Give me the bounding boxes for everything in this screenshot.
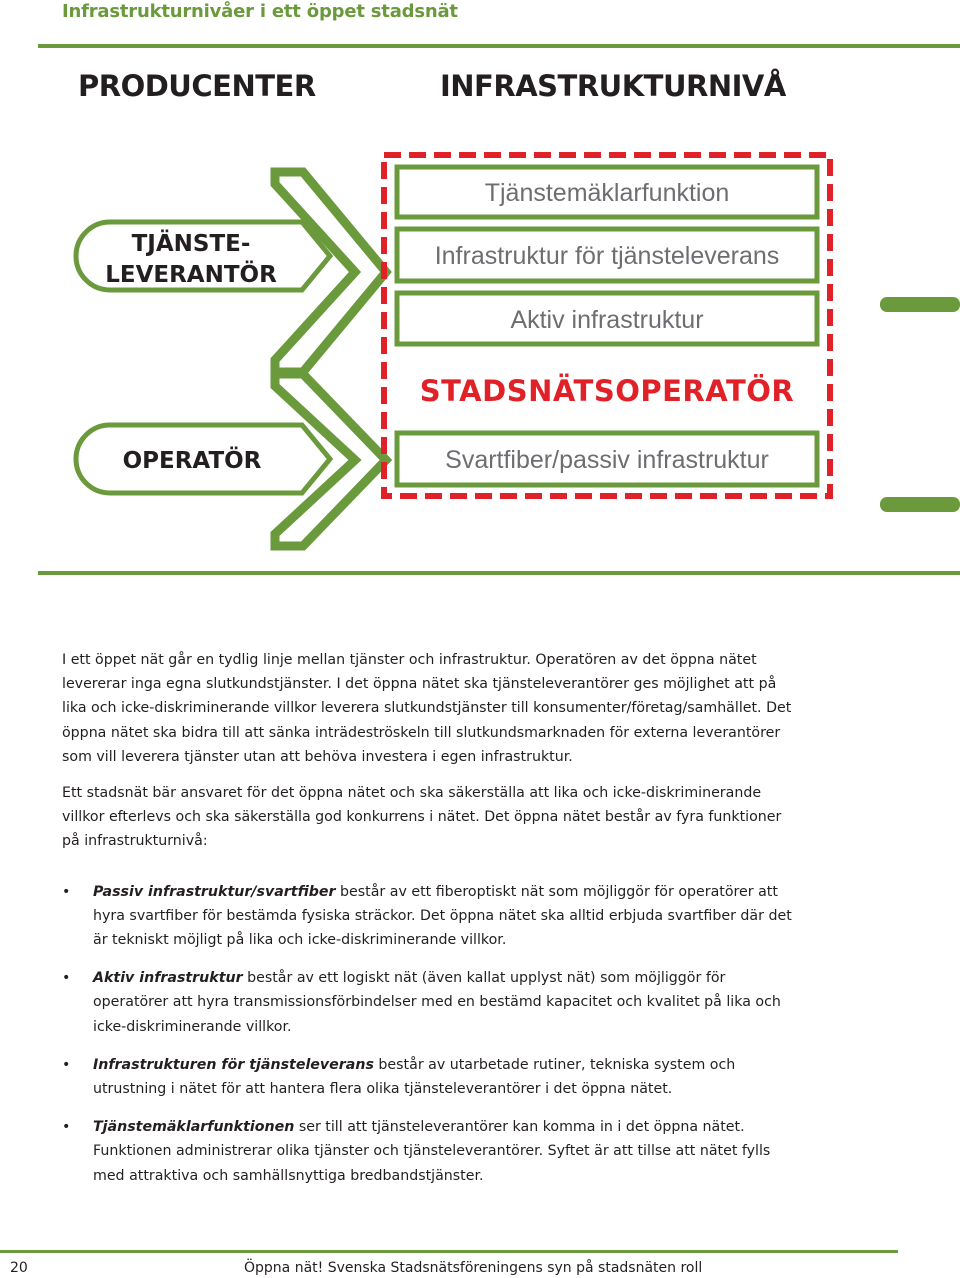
active-infra-label: Aktiv infrastruktur (510, 306, 704, 334)
footer-title: Öppna nät! Svenska Stadsnätsföreningens syn på stadsnäten roll (244, 1260, 703, 1276)
right-connector-lower (880, 497, 960, 512)
list-item (62, 1115, 802, 1188)
list-item-text: består av ett fiberoptiskt nät som möjliggör för operatörer att hyra svartfiber för bestämda fysiska sträckor. Det öppna nätet ska alltid erbjuda svartfiber där det är tekniskt möjligt på lika och icke-diskriminerande villkor. (93, 883, 792, 949)
service-broker-label: Tjänstemäklarfunktion (484, 179, 730, 207)
bullet-icon: • (62, 1056, 71, 1073)
page-number: 20 (10, 1260, 28, 1276)
top-rule (38, 44, 960, 48)
list-item-text: ser till att tjänsteleverantörer kan komma in i det öppna nätet. Funktionen administrerar olika tjänster och tjänsteleverantörer. Syftet är att tillse att nätet fylls med attraktiva och samhällsnyttiga bredbandstjänster. (93, 1119, 771, 1184)
bottom-rule (38, 571, 960, 575)
service-provider-label-line2: LEVERANTÖR (105, 262, 277, 288)
city-network-operator-title: STADSNÄTSOPERATÖR (419, 374, 795, 408)
list-item-term: Tjänstemäklarfunktionen (93, 1119, 295, 1136)
list-item-term: Passiv infrastruktur/svartfiber (93, 883, 336, 900)
page-header-title: Infrastrukturnivåer i ett öppet stadsnät (62, 1, 458, 22)
list-item-term: Infrastrukturen för tjänsteleverans (93, 1056, 374, 1073)
bullet-icon: • (62, 1119, 71, 1136)
producer-column-title: PRODUCENTER (78, 69, 316, 103)
list-item (62, 966, 802, 1039)
paragraph-functions: Ett stadsnät bär ansvaret för det öppna nätet och ska säkerställa att lika och icke-diskriminerande villkor efterlevs och ska säkerställa god konkurrens i nätet. Det öppna nätet består av fyra funktioner på infrastrukturnivå: (62, 785, 782, 850)
list-item (62, 1053, 802, 1101)
functions-list (62, 880, 802, 1188)
infrastructure-diagram (0, 0, 960, 600)
list-item-text: består av ett logiskt nät (även kallat upplyst nät) som möjliggör för operatörer att hyra transmissionsförbindelser med en bestämd kapacitet och kvalitet på lika och icke-diskriminerande villkor. (93, 970, 781, 1035)
body-text (62, 648, 802, 1202)
infrastructure-column-title: INFRASTRUKTURNIVÅ (440, 69, 786, 103)
right-connector-upper (880, 297, 960, 312)
footer-rule (0, 1250, 898, 1253)
dark-fiber-label: Svartfiber/passiv infrastruktur (445, 446, 769, 474)
list-item-term: Aktiv infrastruktur (93, 970, 243, 987)
operator-label: OPERATÖR (122, 448, 262, 474)
list-item (62, 880, 802, 953)
service-delivery-infra-label: Infrastruktur för tjänsteleverans (434, 242, 780, 270)
bullet-icon: • (62, 883, 71, 900)
list-item-text: består av utarbetade rutiner, tekniska system och utrustning i nätet för att hantera flera olika tjänsteleverantörer i det öppna nätet. (93, 1056, 736, 1098)
service-provider-label-line1: TJÄNSTE- (131, 231, 251, 257)
bullet-icon: • (62, 970, 71, 987)
paragraph-intro: I ett öppet nät går en tydlig linje mellan tjänster och infrastruktur. Operatören av det öppna nätet levererar inga egna slutkundstjänster. I det öppna nätet ska tjänsteleverantörer ges möjlighet att på lika och icke-diskriminerande villkor leverera slutkundstjänster till konsumenter/företag/samhället. Det öppna nätet ska bidra till att sänka inträdeströskeln till slutkundsmarknaden för externa leverantörer som vill leverera tjänster utan att behöva investera i egen infrastruktur. (62, 652, 792, 765)
